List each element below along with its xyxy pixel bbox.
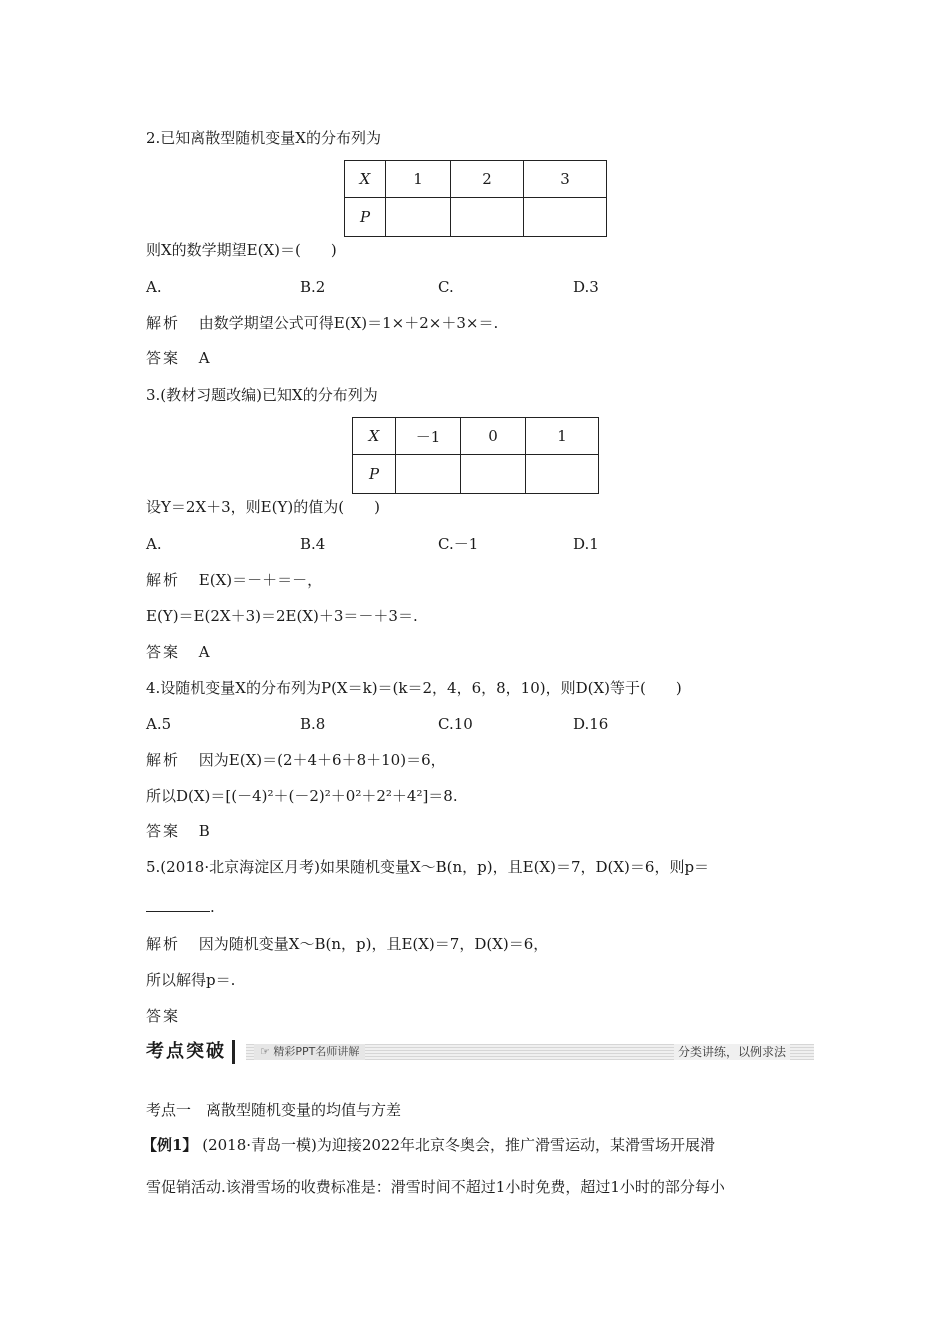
table-row bbox=[353, 418, 599, 455]
q2-option-c: C. bbox=[438, 278, 454, 296]
table-cell bbox=[451, 198, 524, 237]
q5-analysis-line2: 所以解得p＝. bbox=[146, 971, 236, 989]
q2-answer bbox=[146, 348, 210, 368]
analysis-label: 解析 bbox=[146, 571, 181, 589]
q3-option-b: B.4 bbox=[300, 535, 326, 553]
answer-label: 答案 bbox=[146, 1007, 181, 1025]
table-cell: －1 bbox=[396, 418, 461, 455]
table-cell: P bbox=[345, 198, 386, 237]
banner-tagline: 分类讲练，以例求法 bbox=[674, 1044, 790, 1060]
analysis-text: E(X)＝－＋＝－， bbox=[198, 571, 323, 589]
analysis-label: 解析 bbox=[146, 314, 181, 332]
banner-strip bbox=[246, 1044, 814, 1060]
section-banner bbox=[146, 1040, 814, 1064]
analysis-label: 解析 bbox=[146, 935, 181, 953]
answer-blank bbox=[146, 897, 210, 912]
q2-analysis bbox=[146, 313, 498, 333]
answer-value: B bbox=[198, 822, 210, 840]
banner-subtitle: ☞ 精彩PPT名师讲解 bbox=[254, 1044, 365, 1060]
table-cell: 1 bbox=[386, 161, 451, 198]
q3-option-a: A. bbox=[146, 535, 162, 553]
q3-option-d: D.1 bbox=[573, 535, 599, 553]
q2-distribution-table bbox=[344, 160, 607, 237]
answer-label: 答案 bbox=[146, 822, 181, 840]
q2-stem: 2.已知离散型随机变量X的分布列为 bbox=[146, 129, 381, 147]
table-cell: X bbox=[345, 161, 386, 198]
analysis-text: 因为随机变量X～B(n，p)，且E(X)＝7，D(X)＝6， bbox=[198, 935, 549, 953]
q4-analysis-line2: 所以D(X)＝[(－4)²＋(－2)²＋0²＋2²＋4²]＝8. bbox=[146, 787, 458, 805]
table-cell: 3 bbox=[524, 161, 607, 198]
table-cell: 1 bbox=[526, 418, 599, 455]
table-cell bbox=[461, 455, 526, 494]
example-label: 【例1】 bbox=[142, 1136, 198, 1154]
q2-option-b: B.2 bbox=[300, 278, 326, 296]
q3-distribution-table bbox=[352, 417, 599, 494]
banner-title: 考点突破 bbox=[146, 1040, 235, 1064]
table-cell bbox=[396, 455, 461, 494]
example-line-1 bbox=[142, 1135, 715, 1155]
q4-analysis bbox=[146, 750, 446, 770]
q3-stem: 3.(教材习题改编)已知X的分布列为 bbox=[146, 386, 378, 404]
q4-option-d: D.16 bbox=[573, 715, 609, 733]
q2-option-d: D.3 bbox=[573, 278, 599, 296]
q4-stem: 4.设随机变量X的分布列为P(X＝k)＝(k＝2，4，6，8，10)，则D(X)等于( ) bbox=[146, 679, 682, 697]
q4-answer bbox=[146, 821, 210, 841]
analysis-label: 解析 bbox=[146, 751, 181, 769]
section-heading: 考点一 离散型随机变量的均值与方差 bbox=[146, 1101, 402, 1119]
table-row bbox=[345, 161, 607, 198]
table-cell bbox=[526, 455, 599, 494]
q4-option-b: B.8 bbox=[300, 715, 326, 733]
blank-end: . bbox=[210, 898, 215, 916]
q3-analysis-line2: E(Y)＝E(2X＋3)＝2E(X)＋3＝－＋3＝. bbox=[146, 607, 418, 625]
q2-question: 则X的数学期望E(X)＝( ) bbox=[146, 241, 337, 259]
table-row bbox=[345, 198, 607, 237]
table-cell: X bbox=[353, 418, 396, 455]
q5-analysis bbox=[146, 934, 548, 954]
answer-label: 答案 bbox=[146, 643, 181, 661]
q5-stem: 5.(2018·北京海淀区月考)如果随机变量X～B(n，p)，且E(X)＝7，D(X)＝6，则p＝ bbox=[146, 858, 710, 876]
q3-analysis bbox=[146, 570, 322, 590]
answer-value: A bbox=[198, 349, 210, 367]
answer-value: A bbox=[198, 643, 210, 661]
q5-blank-line bbox=[146, 897, 215, 917]
q5-answer bbox=[146, 1006, 194, 1026]
analysis-text: 由数学期望公式可得E(X)＝1×＋2×＋3×＝. bbox=[198, 314, 499, 332]
q3-question: 设Y＝2X＋3，则E(Y)的值为( ) bbox=[146, 498, 380, 516]
q4-option-a: A.5 bbox=[146, 715, 172, 733]
table-cell bbox=[524, 198, 607, 237]
table-cell: P bbox=[353, 455, 396, 494]
q4-option-c: C.10 bbox=[438, 715, 473, 733]
table-cell bbox=[386, 198, 451, 237]
q3-option-c: C.－1 bbox=[438, 535, 479, 553]
q2-option-a: A. bbox=[146, 278, 162, 296]
q3-answer bbox=[146, 642, 210, 662]
analysis-text: 因为E(X)＝(2＋4＋6＋8＋10)＝6， bbox=[198, 751, 446, 769]
table-row bbox=[353, 455, 599, 494]
table-cell: 2 bbox=[451, 161, 524, 198]
example-text: (2018·青岛一模)为迎接2022年北京冬奥会，推广滑雪运动，某滑雪场开展滑 bbox=[202, 1136, 716, 1154]
table-cell: 0 bbox=[461, 418, 526, 455]
answer-label: 答案 bbox=[146, 349, 181, 367]
example-line-2: 雪促销活动.该滑雪场的收费标准是：滑雪时间不超过1小时免费，超过1小时的部分每小 bbox=[146, 1178, 725, 1196]
